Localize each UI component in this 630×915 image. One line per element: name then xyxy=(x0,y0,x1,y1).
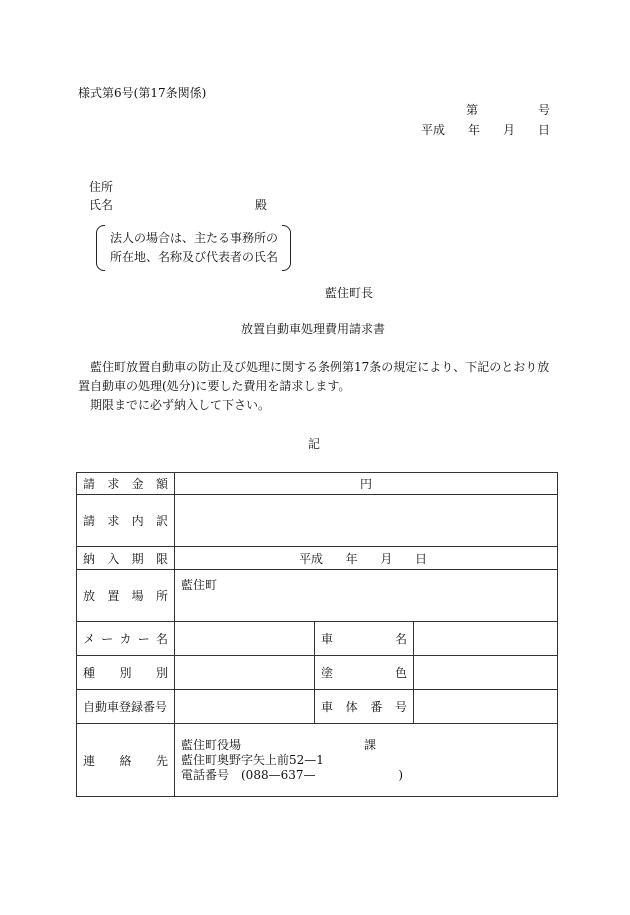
yen-unit: 円 xyxy=(360,477,373,491)
type-label: 種 別 別 xyxy=(77,656,175,690)
contact-phone-close: ) xyxy=(398,767,403,782)
number-prefix: 第 xyxy=(466,103,479,117)
breakdown-label: 請 求 内 訳 xyxy=(77,495,175,547)
body-number-label: 車 体 番 号 xyxy=(315,690,414,724)
corporate-note-line: 所在地、名称及び代表者の氏名 xyxy=(110,250,279,264)
paint-label: 塗 色 xyxy=(315,656,414,690)
breakdown-field[interactable] xyxy=(175,495,558,547)
place-field[interactable] xyxy=(175,570,558,622)
body-text xyxy=(78,358,556,415)
contact-phone: 電話番号 (088—637— xyxy=(181,767,316,782)
ki-heading: 記 xyxy=(308,437,321,451)
issuer: 藍住町長 xyxy=(325,286,374,300)
name-label: 氏名 xyxy=(89,198,114,212)
contact-field xyxy=(175,724,558,797)
right-bracket xyxy=(282,225,291,271)
form-number: 様式第6号(第17条関係) xyxy=(78,86,207,100)
amount-field[interactable] xyxy=(175,473,558,495)
registration-label: 自動車登録番号 xyxy=(77,690,175,724)
amount-label: 請 求 金 額 xyxy=(77,473,175,495)
registration-field[interactable] xyxy=(175,690,315,724)
table-row xyxy=(77,622,558,656)
table-row xyxy=(77,495,558,547)
body-paragraph: 藍住町放置自動車の防止及び処理に関する条例第17条の規定により、下記のとおり放置自動車の処理(処分)に要した費用を請求します。 xyxy=(78,360,550,393)
day-label: 日 xyxy=(537,123,550,137)
address-label: 住所 xyxy=(89,180,114,194)
type-field[interactable] xyxy=(175,656,315,690)
table-row xyxy=(77,473,558,495)
left-bracket xyxy=(96,225,105,271)
table-row xyxy=(77,690,558,724)
contact-section: 課 xyxy=(363,737,376,752)
billing-table xyxy=(76,472,558,797)
deadline-field[interactable]: 平成 年 月 日 xyxy=(175,547,558,570)
corporate-note-line: 法人の場合は、主たる事務所の xyxy=(110,231,279,245)
contact-label: 連 絡 先 xyxy=(77,724,175,797)
table-row xyxy=(77,724,558,797)
month-label: 月 xyxy=(502,123,515,137)
document-number-line xyxy=(466,103,550,117)
body-number-field[interactable] xyxy=(414,690,558,724)
car-name-field[interactable] xyxy=(414,622,558,656)
maker-field[interactable] xyxy=(175,622,315,656)
table-row xyxy=(77,656,558,690)
place-value: 藍住町 xyxy=(181,578,218,592)
issue-date-line xyxy=(421,123,550,137)
paint-field[interactable] xyxy=(414,656,558,690)
document-title: 放置自動車処理費用請求書 xyxy=(241,322,386,336)
table-row xyxy=(77,570,558,622)
year-label: 年 xyxy=(467,123,480,137)
table-row xyxy=(77,547,558,570)
contact-address: 藍住町奥野字矢上前52—1 xyxy=(181,752,324,767)
body-paragraph: 期限までに必ず納入して下さい。 xyxy=(90,398,271,412)
corporate-note xyxy=(96,225,291,271)
era-label: 平成 xyxy=(421,123,446,137)
contact-office: 藍住町役場 xyxy=(181,737,242,752)
place-label: 放 置 場 所 xyxy=(77,570,175,622)
maker-label: メ ー カ ー 名 xyxy=(77,622,175,656)
car-name-label: 車 名 xyxy=(315,622,414,656)
honorific: 殿 xyxy=(255,198,268,212)
number-suffix: 号 xyxy=(537,103,550,117)
deadline-label: 納 入 期 限 xyxy=(77,547,175,570)
